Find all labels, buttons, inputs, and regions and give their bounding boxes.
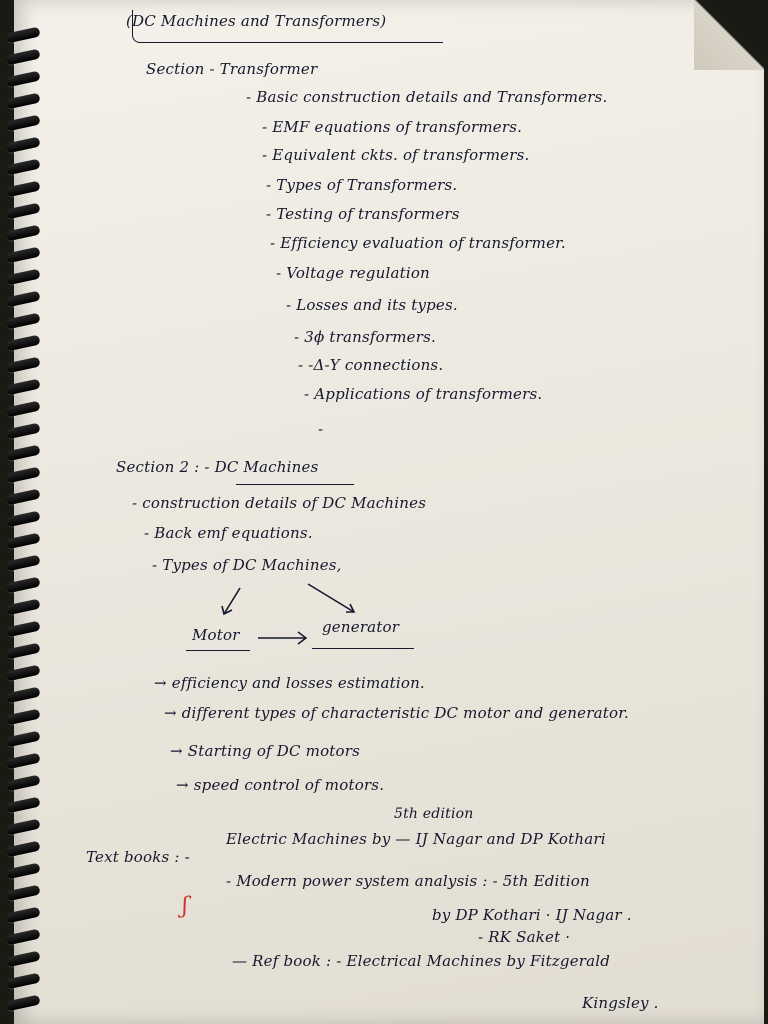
spiral-coil (5, 181, 40, 198)
spiral-coil (5, 115, 40, 132)
section1-item: - EMF equations of transformers. (262, 118, 523, 136)
refbook: — Ref book : - Electrical Machines by Fitzgerald (232, 952, 611, 970)
spiral-coil (5, 577, 40, 594)
spiral-coil (5, 423, 40, 440)
section2-heading: Section 2 : - DC Machines (116, 458, 319, 476)
spiral-coil (5, 225, 40, 242)
spiral-coil (5, 467, 40, 484)
spiral-coil (5, 731, 40, 748)
arrow-item: → Starting of DC motors (170, 742, 361, 760)
spiral-coil (5, 951, 40, 968)
edition-note: 5th edition (394, 806, 474, 822)
section1-item: - Basic construction details and Transformers. (246, 88, 608, 106)
spiral-coil (5, 775, 40, 792)
spiral-coil (5, 247, 40, 264)
spiral-coil (5, 929, 40, 946)
section1-item: - Types of Transformers. (266, 176, 458, 194)
spiral-coil (5, 841, 40, 858)
refbook-author: Kingsley . (582, 994, 659, 1012)
spiral-coil (5, 511, 40, 528)
spiral-coil (5, 797, 40, 814)
spiral-coil (5, 203, 40, 220)
spiral-coil (5, 401, 40, 418)
arrow-item: → speed control of motors. (176, 776, 385, 794)
spiral-coil (5, 445, 40, 462)
generator-underline (312, 648, 414, 649)
arrow-item: → efficiency and losses estimation. (154, 674, 425, 692)
spiral-coil (5, 885, 40, 902)
spiral-coil (5, 269, 40, 286)
spiral-coil (5, 313, 40, 330)
spiral-coil (5, 753, 40, 770)
spiral-coil (5, 643, 40, 660)
spiral-coil (5, 621, 40, 638)
textbook-2-extra: - RK Saket · (478, 928, 571, 946)
notebook-page (14, 0, 764, 1024)
spiral-coil (5, 357, 40, 374)
spiral-coil (5, 379, 40, 396)
folded-corner (694, 0, 764, 70)
spiral-coil (5, 159, 40, 176)
textbook-label: Text books : - (86, 848, 190, 866)
motor-underline (186, 650, 250, 651)
type-motor: Motor (192, 626, 240, 644)
spiral-binding (0, 30, 60, 1024)
textbook-1: Electric Machines by — IJ Nagar and DP Kothari (226, 830, 606, 848)
section1-item: - Equivalent ckts. of transformers. (262, 146, 530, 164)
section2-item: - construction details of DC Machines (132, 494, 427, 512)
textbook-2-authors: by DP Kothari · IJ Nagar . (432, 906, 632, 924)
spiral-coil (5, 335, 40, 352)
spiral-coil (5, 709, 40, 726)
spiral-coil (5, 27, 40, 44)
section2-underline (236, 484, 354, 485)
section1-item: - 3ϕ transformers. (294, 328, 436, 346)
spiral-coil (5, 995, 40, 1012)
spiral-coil (5, 863, 40, 880)
spiral-coil (5, 907, 40, 924)
spiral-coil (5, 665, 40, 682)
section1-item: - Losses and its types. (286, 296, 458, 314)
section2-item: - Back emf equations. (144, 524, 313, 542)
section1-item: - Voltage regulation (276, 264, 430, 282)
spiral-coil (5, 599, 40, 616)
arrow-item: → different types of characteristic DC motor and generator. (164, 704, 629, 722)
spiral-coil (5, 291, 40, 308)
section1-item: - Testing of transformers (266, 205, 460, 223)
section1-item: - Efficiency evaluation of transformer. (270, 234, 566, 252)
spiral-coil (5, 71, 40, 88)
textbook-2: - Modern power system analysis : - 5th Edition (226, 872, 590, 890)
section1-item: - Applications of transformers. (304, 385, 543, 403)
section1-heading: Section - Transformer (146, 60, 318, 78)
spiral-coil (5, 137, 40, 154)
spiral-coil (5, 533, 40, 550)
spiral-coil (5, 973, 40, 990)
type-generator: generator (322, 618, 400, 636)
spiral-coil (5, 489, 40, 506)
red-ink-mark: ʃ (182, 894, 188, 919)
spiral-coil (5, 819, 40, 836)
section2-item: - Types of DC Machines, (152, 556, 342, 574)
page-title: (DC Machines and Transformers) (126, 12, 387, 30)
section1-trailing-dash: - (318, 420, 324, 438)
section1-item: - -Δ-Y connections. (298, 356, 444, 374)
spiral-coil (5, 687, 40, 704)
spiral-coil (5, 49, 40, 66)
spiral-coil (5, 93, 40, 110)
motor-to-generator-arrow (254, 626, 314, 648)
spiral-coil (5, 555, 40, 572)
